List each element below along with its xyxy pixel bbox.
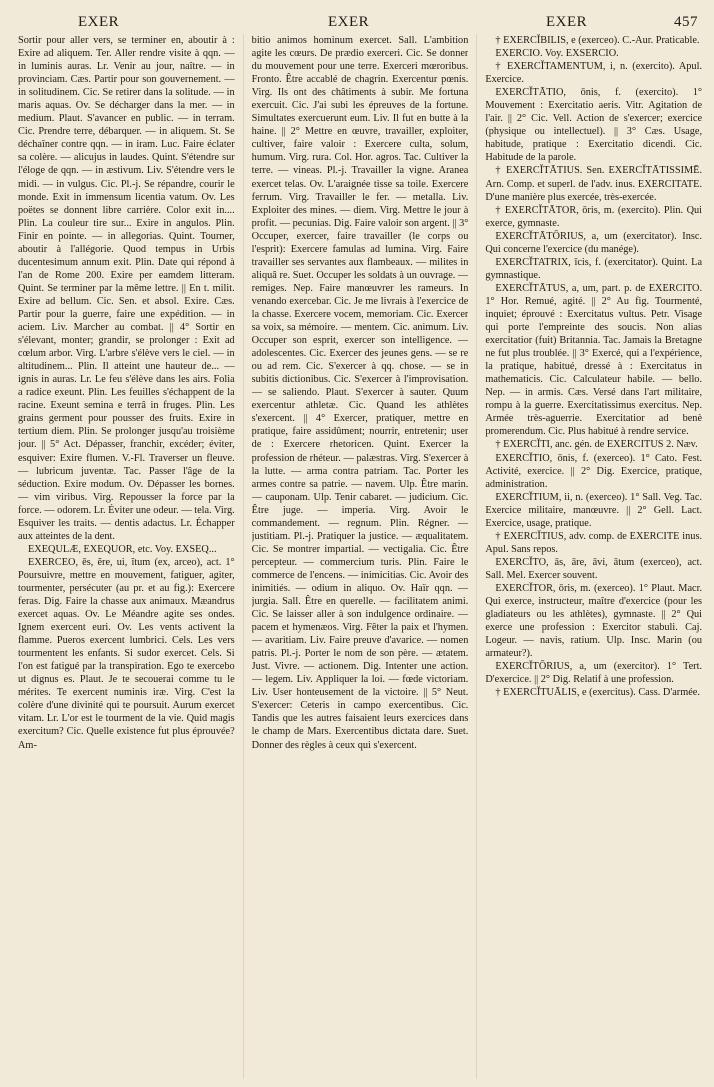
running-header: [18, 8, 702, 34]
paragraph: Sortir pour aller vers, se terminer en, aboutir à : Exire ad aliquem. Ter. Aller rendre visite à qqn. — in luminis auras. Lr. Venir au jour, naître. — in provinciam. Cæs. Partir pour son gouvernement. — in solitudinem. Cic. Se retirer dans la solitude. — in maris aquas. Ov. Se décharger dans la mer. — in medium. Plaut. S'avancer en public. — in terram. Cic. Prendre terre, débarquer. — in aliquem. St. Se déchaîner contre qqn. — in iram. Luc. Faire éclater sa colère. — alicujus in laudes. Quint. S'étendre sur l'éloge de qqn. — in æstivum. Liv. S'étendre vers le midi. — in vulgus. Cic. Pl.-j. Se répandre, courir le monde. Exit in immensum licentia vatum. Ov. Les poëtes se donnent libre carrière. Color exit in.... Plin. La couleur tire sur... Exire in angulos. Plin. Finir en pointe. — in allegorias. Quint. Tourner, aboutir à l'allégorie. Quod tempus in Urbis ducentesimum annum exit. Plin. Date qui répond à l'an de Rome 200. Exire per eamdem litteram. Quint. Se terminer par la même lettre. || En t. milit. Exire ad bellum. Cic. Sen. et absol. Exire. Cæs. Partir pour la guerre, faire une expédition. — in aciem. Liv. Marcher au combat. || 4° Sortir en s'élevant, monter; grandir, se prolonger : Exit ad cœlum arbor. Virg. L'arbre s'élève vers le ciel. — in altitudinem... Plin. Il atteint une hauteur de... — ignis in auras. Lr. Le feu s'élève dans les airs. Folia a radice exeunt. Plin. Les feuilles s'échappent de la racine. Exeunt semina e terrâ in fruges. Plin. Les grains germent pour pousser des fruits. Exire in tertium diem. Plin. Se prolonger jusqu'au troisième jour. || 5° Act. Dépasser, franchir, excéder; éviter, esquiver: Exire flumen. V.-Fl. Traverser un fleuve. — lubricum juventæ. Tac. Passer l'âge de la séduction. Exire modum. Ov. Dépasser les bornes. — vim viribus. Virg. Repousser la force par la force. — odorem. Lr. Éviter une odeur. — tela. Virg. Esquiver les traits. — dentis adactus. Lr. Échapper aux atteintes de la dent.: [18, 35, 235, 542]
column-2: [252, 34, 469, 1079]
dictionary-entry: EXERCIO. Voy. EXSERCIO.: [495, 48, 619, 60]
dictionary-entry: † EXERCĬTĀTOR, ōris, m. (exercito). Plin. Qui exerce, gymnaste.: [485, 204, 702, 229]
column-1: [18, 34, 235, 1079]
page-number: 457: [674, 14, 698, 30]
dictionary-entry: † EXERCĬTĀTIUS. Sen. EXERCĬTĀTISSIMĒ. Arn. Comp. et superl. de l'adv. inus. EXERCITATE. D'une manière plus exercée, très-exercée.: [485, 165, 702, 203]
dictionary-entry: EXERCĬTĀTIO, ōnis, f. (exercito). 1° Mouvement : Exercitatio aeris. Vitr. Agitation de l'air. || 2° Cic. Vell. Action de s'exercer; exercice (physique ou intellectuel). || 3° Cæs. Usage, habitude, pratique : Exercitatio dicendi. Cic. Habitude de la parole.: [485, 87, 702, 164]
text-columns: [18, 34, 702, 1079]
header-left-guide-word: EXER: [78, 14, 120, 30]
dictionary-entry: † EXERCĬTIUS, adv. comp. de EXERCITE inus. Apul. Sans repos.: [485, 530, 702, 555]
dictionary-entry: † EXERCĬTUĀLIS, e (exercitus). Cass. D'armée.: [495, 687, 700, 699]
dictionary-entry: EXERCĬTĀTUS, a, um, part. p. de EXERCITO. 1° Hor. Remué, agité. || 2° Au fig. Tourmenté, inquiet; éprouvé : Exercitatus vultus. Petr. Visage qui porte l'empreinte des soucis. Non alias exercitatior (fuit) Britannia. Tac. Jamais la Bretagne ne fut plus troublée. || 3° Exercé, qui a l'expérience, la pratique, habitué, dressé à : Exercitatus in mathematicis. Cic. Calculateur habile. — bello. Nep. — in armis. Cæs. Versé dans l'art militaire, rompu à la guerre. Exercitatissimus exercitus. Nep. Armée très-aguerrie. Exercitatior ad benè promerendum. Cic. Plus habitué à rendre service.: [485, 282, 702, 438]
dictionary-entry: EXERCĬTIUM, ii, n. (exerceo). 1° Sall. Veg. Tac. Exercice militaire, manœuvre. || 2° Gell. Lact. Exercice, usage, pratique.: [485, 491, 702, 529]
column-divider: [243, 34, 244, 1079]
dictionary-entry: EXERCĬTATRIX, īcis, f. (exercitator). Quint. La gymnastique.: [485, 256, 702, 281]
dictionary-entry: EXEQULÆ, EXEQUOR, etc. Voy. EXSEQ...: [28, 543, 217, 555]
dictionary-entry: EXERCĬTŌRIUS, a, um (exercitor). 1° Tert. D'exercice. || 2° Dig. Relatif à une profession.: [485, 661, 702, 686]
header-center-guide-word: EXER: [328, 14, 370, 30]
column-3: [485, 34, 702, 1079]
dictionary-entry: EXERCĬTOR, ōris, m. (exerceo). 1° Plaut. Macr. Qui exerce, instructeur, maître d'exercice (pour les gladiateurs ou les athlètes), gymnaste. || 2° Qui exerce une profession : Exercitor stabuli. Caj. Logeur. — navis, ratium. Ulp. Insc. Marin (ou armateur?).: [485, 582, 702, 660]
dictionary-entry: † EXERCĬBILIS, e (exerceo). C.-Aur. Praticable.: [495, 35, 700, 46]
column-divider: [476, 34, 477, 1079]
dictionary-entry: † EXERCĬTI, anc. gén. de EXERCITUS 2. Næv.: [495, 439, 698, 451]
dictionary-entry: † EXERCĬTAMENTUM, i, n. (exercito). Apul. Exercice.: [485, 61, 702, 86]
dictionary-entry: EXERCĬTIO, ōnis, f. (exerceo). 1° Cato. Fest. Activité, exercice. || 2° Dig. Exercice, pratique, administration.: [485, 452, 702, 490]
dictionary-entry: EXERCĬTO, ās, āre, āvi, ātum (exerceo), act. Sall. Mel. Exercer souvent.: [485, 556, 702, 581]
dictionary-entry: EXERCEO, ēs, ĕre, ui, ĭtum (ex, arceo), act. 1° Poursuivre, mettre en mouvement, fatiguer, agiter, tourmenter, persécuter (au pr. et au fig.): Exercere feras. Dig. Faire la chasse aux animaux. Mæandrus exercet aquas. Ov. Le Méandre agite ses ondes. Ignem exercent euri. Ov. Les vents activent la flamme. Pueros exercent lumbrici. Cels. Les vers tourmentent les enfants. Si sudor exercet. Cels. Si l'on est fatigué par la transpiration. Ego te exercebo ut dignus es. Plaut. Je te secouerai comme tu le mérites. Te exercent numinis iræ. Virg. C'est la colère d'une divinité qui te poursuit. Aurum exercet vitam. Lr. L'or est le tourment de la vie. Quid magis exercitum? Cic. Quelle existence fut plus éprouvée? Am-: [18, 556, 235, 751]
paragraph: bitio animos hominum exercet. Sall. L'ambition agite les cœurs. De prædio exerceri. Cic. Se donner du mouvement pour une terre. Exerceri mœroribus. Fronto. Être accablé de chagrin. Exercentur pœnis. Virg. Ils ont des châtiments à subir. Me fortuna exercuit. Cic. J'ai subi les épreuves de la fortune. Simultates exercuerunt eum. Liv. Il fut en butte à la haine. || 2° Mettre en œuvre, travailler, exploiter, cultiver, faire valoir : Exercere culta, solum, humum. Virg. rura. Col. Hor. agros. Tac. Cultiver la terre. — vineas. Pl.-j. Travailler la vigne. Aranea exercet telas. Ov. L'araignée tisse sa toile. Exercere ferrum. Virg. Travailler le fer. — metalla. Liv. Exploiter des mines. — diem. Virg. Mettre le jour à profit. — pecunias. Dig. Faire valoir son argent. || 3° Occuper, exercer, faire travailler (le corps ou l'esprit): Exercere famulas ad lumina. Virg. Faire travailler ses servantes aux flambeaux. — milites in aliquâ re. Suet. Occuper les soldats à un ouvrage. — remiges. Nep. Faire manœuvrer les rameurs. In venando exercebar. Cic. Je me livrais à l'exercice de la chasse. Exercere vocem, memoriam. Cic. Exercer sa voix, sa mémoire. — mentem. Cic. animum. Liv. Occuper son esprit, exercer son intelligence. — adolescentes. Cic. Exercer des jeunes gens. — se re ou ad rem. Cic. S'exercer à qq. chose. — se in subitis dictionibus. Cic. S'exercer à l'improvisation. — se saliendo. Plaut. S'exercer à sauter. Quum exercentur athletæ. Cic. Quand les athlètes s'exercent. || 4° Exercer, pratiquer, mettre en pratique, faire assidûment; nourrir, entretenir; user de : Exercere rhetoricen. Quint. Exercer la profession de rhéteur. — palæstras. Virg. S'exercer à la lutte. — arma contra patriam. Tac. Porter les armes contre sa patrie. — navem. Ulp. Être marin. — cauponam. Ulp. Tenir cabaret. — judicium. Cic. Être juge. — imperia. Virg. Avoir le commandement. — regnum. Plin. Régner. — justitiam. Pl.-j. Pratiquer la justice. — æqualitatem. Cic. Se montrer impartial. — vectigalia. Cic. Être percepteur. — commercium turis. Plin. Faire le commerce de l'encens. — inimicitias. Cic. Avoir des inimitiés. — odium in aliquo. Ov. Haïr qqn. — jurgia. Sall. Être en querelle. — facilitatem animi. Cic. Se laisser aller à son indulgence ordinaire. — pacem et hymenæos. Virg. Fêter la paix et l'hymen. — avaritiam. Liv. Faire preuve d'avarice. — nomen patris. Pl.-j. Porter le nom de son père. — ætatem. Just. Vivre. — actionem. Dig. Intenter une action. — legem. Liv. Appliquer la loi. — fœde victoriam. Liv. User honteusement de la victoire. || 5° Neut. S'exercer: Ceteris in campo exercentibus. Cic. Tandis que les autres faisaient leurs exercices dans le champ de Mars. Exercentibus dictata dare. Suet. Donner des règles à ceux qui s'exercent.: [251, 35, 469, 751]
header-right-guide-word: EXER: [546, 14, 588, 30]
dictionary-entry: EXERCĬTĀTŌRIUS, a, um (exercitator). Insc. Qui concerne l'exercice (du manége).: [485, 230, 702, 255]
